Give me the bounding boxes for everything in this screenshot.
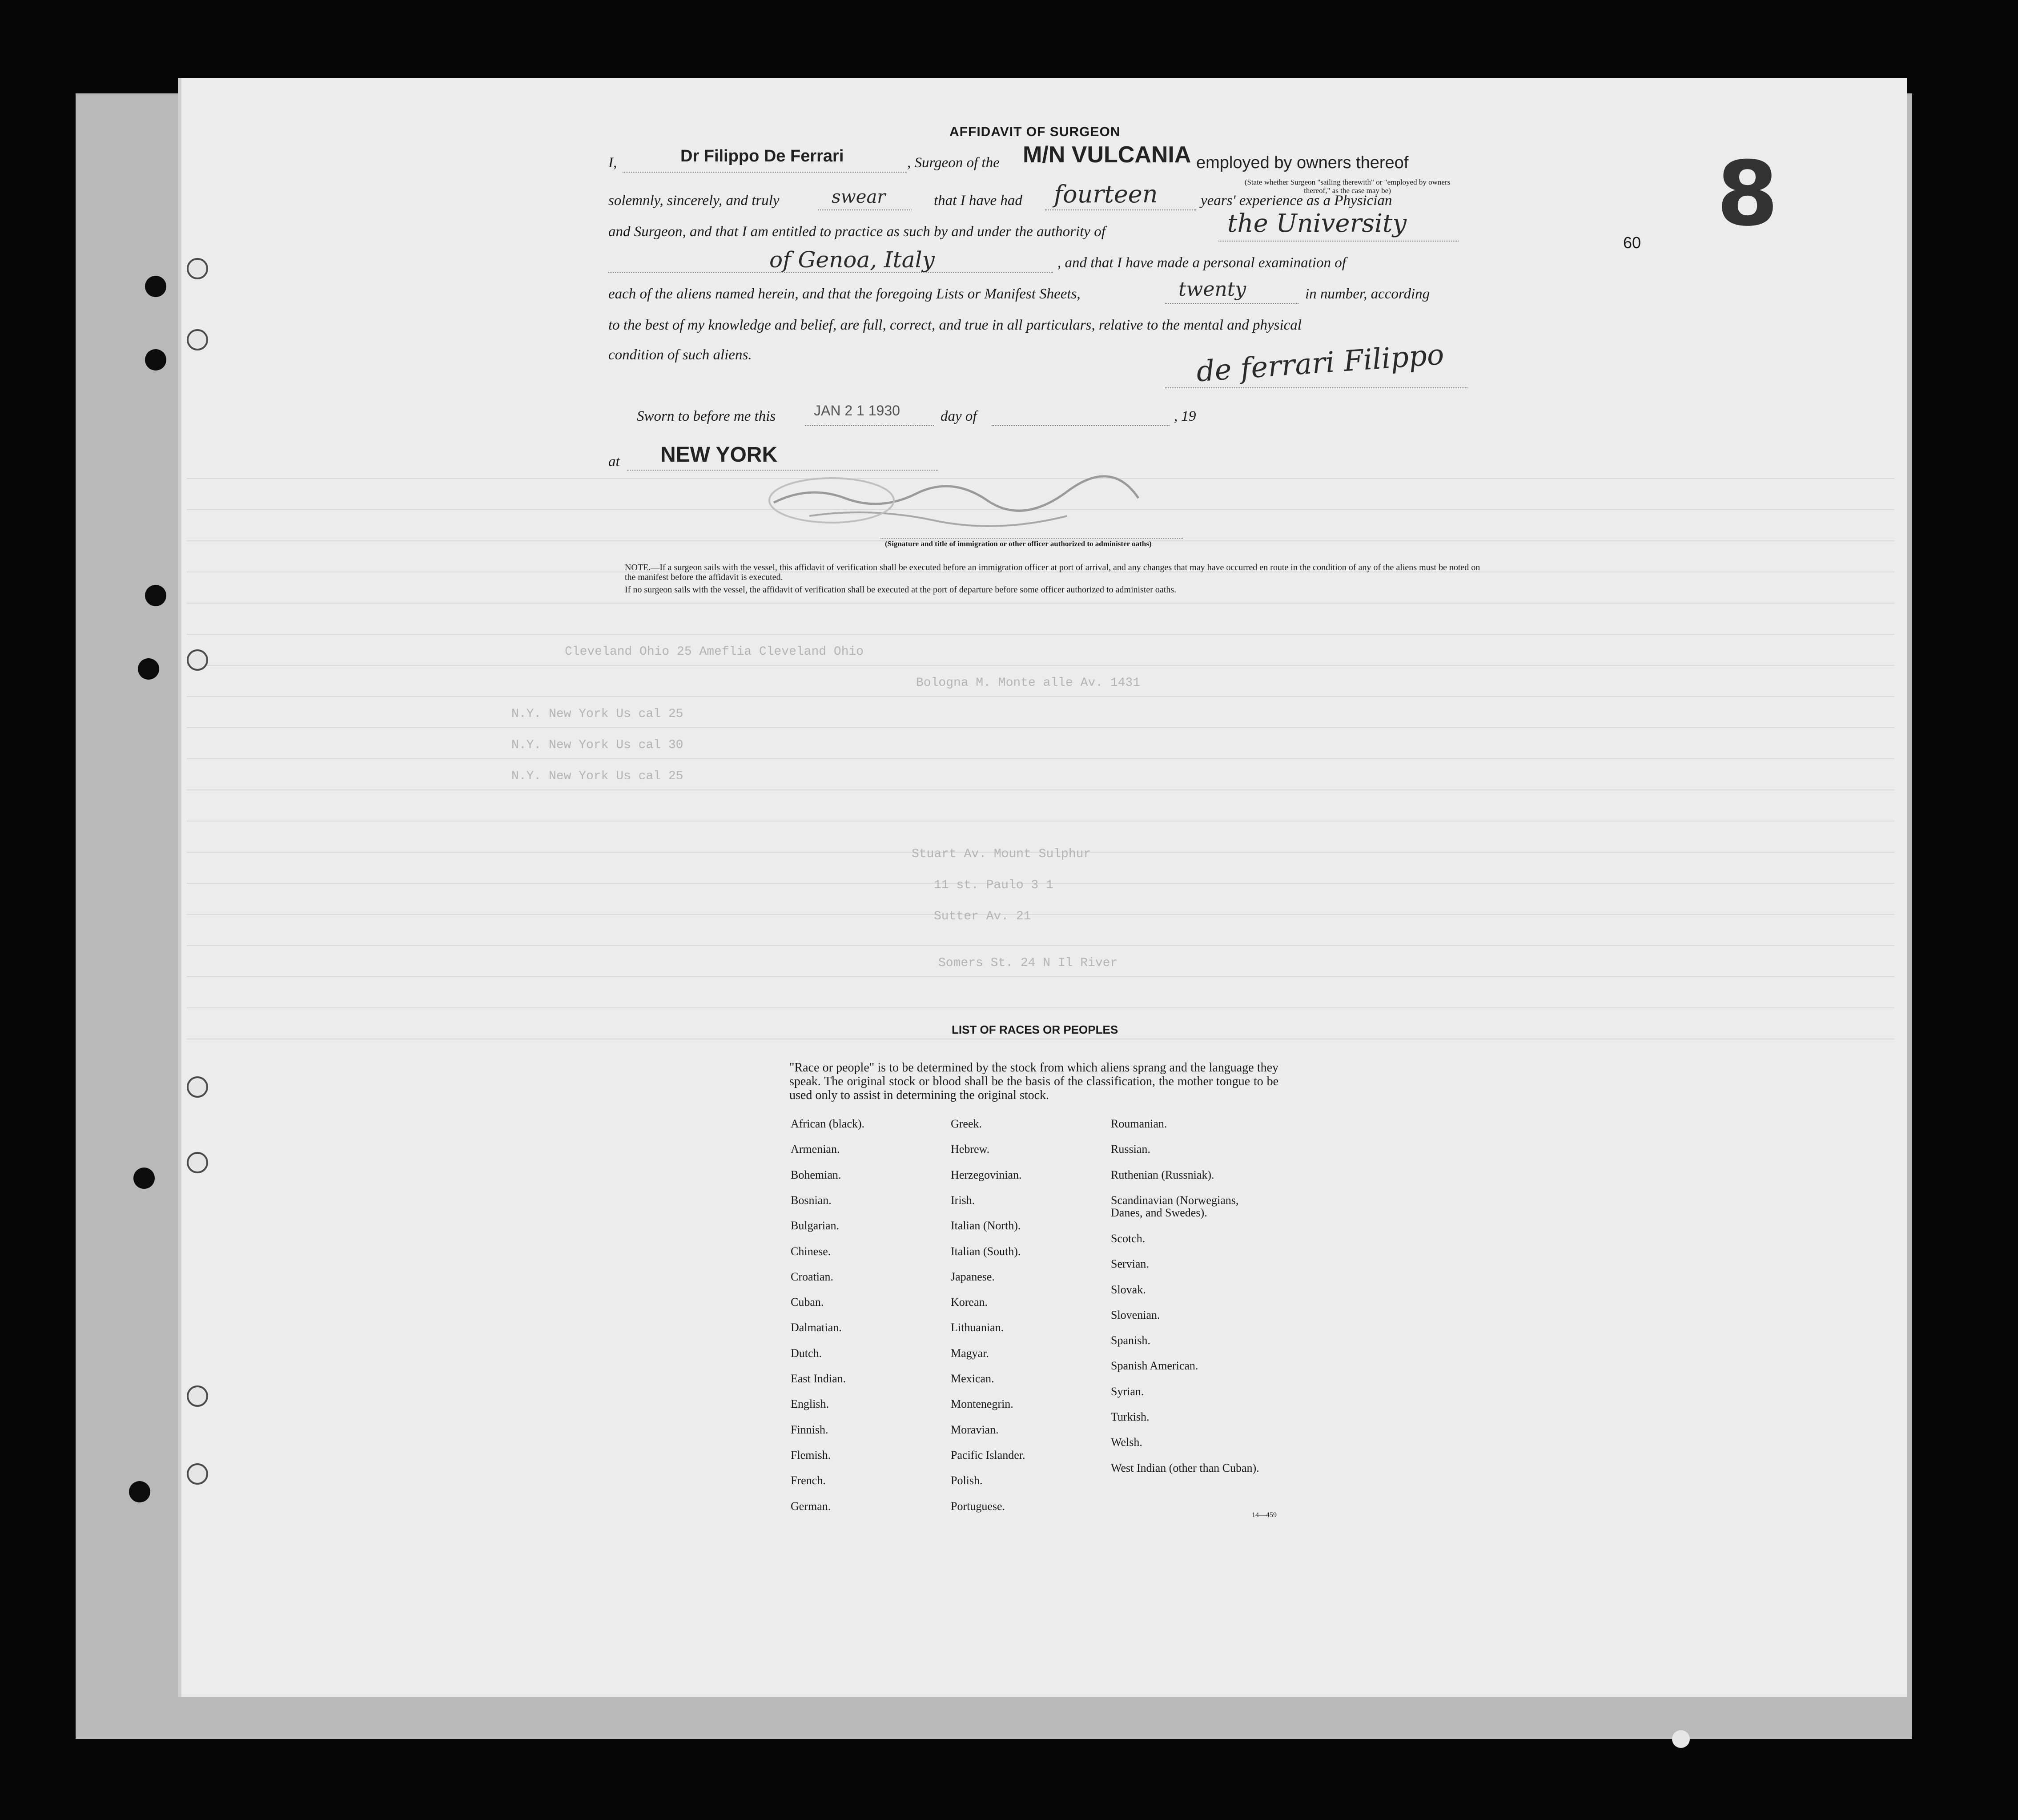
employed-stamp: employed by owners thereof — [1196, 153, 1409, 172]
note-1: NOTE.—If a surgeon sails with the vessel, this affidavit of verification shall be executed before an immigration officer at port of arrival, and any changes that may have occurred en route in the condition of any of the aliens must be noted on the manifest before the affidavit is executed. — [625, 563, 1480, 582]
race-item: Bohemian. — [791, 1168, 841, 1181]
race-item: Flemish. — [791, 1448, 831, 1462]
race-item: Slovak. — [1111, 1283, 1146, 1296]
bleed-row: Cleveland Ohio 25 Ameflia Cleveland Ohio — [565, 645, 864, 659]
line1-mid: , Surgeon of the — [907, 155, 1000, 171]
surgeon-signature: de ferrari Filippo — [1195, 338, 1445, 389]
sheets-handwriting: twenty — [1178, 278, 1246, 301]
race-item: Japanese. — [951, 1270, 995, 1283]
line5-prefix: each of the aliens named herein, and that the foregoing Lists or Manifest Sheets, — [608, 286, 1081, 302]
race-item: Herzegovinian. — [951, 1168, 1022, 1181]
sworn-prefix: Sworn to before me this — [637, 408, 776, 424]
race-item: Spanish. — [1111, 1334, 1150, 1347]
bleed-row: Stuart Av. Mount Sulphur — [912, 847, 1091, 861]
race-item: Syrian. — [1111, 1385, 1144, 1398]
stamp-mark-icon: 8 — [1717, 142, 1779, 246]
race-item: Croatian. — [791, 1270, 834, 1283]
race-item: Mexican. — [951, 1372, 994, 1385]
race-item: Ruthenian (Russniak). — [1111, 1168, 1214, 1181]
years-handwriting: fourteen — [1054, 180, 1158, 208]
race-item: Roumanian. — [1111, 1117, 1167, 1130]
form-number: 14—459 — [1252, 1511, 1277, 1519]
officer-signature-image — [756, 467, 1156, 534]
line1-prefix: I, — [608, 155, 617, 171]
race-item: Welsh. — [1111, 1436, 1142, 1449]
race-item: Pacific Islander. — [951, 1448, 1025, 1462]
race-item: Montenegrin. — [951, 1397, 1013, 1411]
sworn-year: , 19 — [1174, 408, 1196, 424]
vessel-stamp: M/N VULCANIA — [1023, 142, 1191, 168]
authority-handwriting-1: the University — [1227, 209, 1407, 238]
bleed-row: 11 st. Paulo 3 1 — [934, 878, 1053, 892]
line5-suffix: in number, according — [1305, 286, 1430, 302]
race-item: Portuguese. — [951, 1499, 1005, 1513]
underline — [1218, 240, 1459, 242]
race-item: Cuban. — [791, 1296, 824, 1309]
race-item: West Indian (other than Cuban). — [1111, 1461, 1259, 1474]
races-intro: "Race or people" is to be determined by the stock from which aliens sprang and the language they speak. The original stock or blood shall be the basis of the classification, the mother tongue to be used only to assist in determining the original stock. — [789, 1061, 1278, 1102]
line7: condition of such aliens. — [608, 347, 752, 363]
race-item: Dutch. — [791, 1346, 822, 1360]
line4-suffix: , and that I have made a personal examination of — [1057, 255, 1346, 271]
race-item: Korean. — [951, 1296, 988, 1309]
bleed-row: N.Y. New York Us cal 25 — [511, 769, 683, 783]
affidavit-title: AFFIDAVIT OF SURGEON — [949, 125, 1121, 139]
underline — [805, 425, 934, 426]
race-item: Finnish. — [791, 1423, 828, 1436]
line2-suffix: years' experience as a Physician — [1201, 193, 1392, 209]
authority-handwriting-2: of Genoa, Italy — [769, 247, 935, 273]
surgeon-name-stamp: Dr Filippo De Ferrari — [680, 147, 844, 165]
race-item: Chinese. — [791, 1244, 831, 1258]
race-item: French. — [791, 1474, 826, 1487]
date-stamp: JAN 2 1 1930 — [814, 403, 900, 419]
port-stamp: NEW YORK — [660, 443, 778, 467]
race-item: Dalmatian. — [791, 1321, 842, 1334]
race-item: African (black). — [791, 1117, 865, 1130]
underline — [818, 209, 912, 210]
race-item: Armenian. — [791, 1143, 840, 1156]
underline — [608, 271, 1053, 273]
race-item: Bulgarian. — [791, 1219, 840, 1232]
sworn-day: day of — [941, 408, 977, 424]
bleed-row: Bologna M. Monte alle Av. 1431 — [916, 676, 1141, 690]
note-2: If no surgeon sails with the vessel, the affidavit of verification shall be executed at the port of departure before some officer authorized to administer oaths. — [625, 585, 1177, 595]
bleed-row: Somers St. 24 N Il River — [938, 956, 1118, 970]
at-label: at — [608, 454, 620, 470]
bleed-row: Sutter Av. 21 — [934, 910, 1031, 923]
race-item: East Indian. — [791, 1372, 846, 1385]
race-item: Greek. — [951, 1117, 982, 1130]
race-item: Slovenian. — [1111, 1308, 1160, 1321]
race-item: Bosnian. — [791, 1193, 832, 1207]
state-note: (State whether Surgeon "sailing therewith" or "employed by owners thereof," as the case may be) — [1244, 178, 1451, 195]
page-number: 60 — [1623, 234, 1641, 252]
line2-mid: that I have had — [934, 193, 1022, 209]
line6: to the best of my knowledge and belief, are full, correct, and true in all particulars, relative to the mental and physical — [608, 317, 1302, 333]
race-item: Turkish. — [1111, 1410, 1150, 1423]
race-item: Russian. — [1111, 1143, 1150, 1156]
race-item: Spanish American. — [1111, 1359, 1198, 1373]
race-item: Moravian. — [951, 1423, 999, 1436]
race-item: Servian. — [1111, 1257, 1149, 1271]
race-item: Irish. — [951, 1193, 975, 1207]
race-item: German. — [791, 1499, 831, 1513]
line3: and Surgeon, and that I am entitled to practice as such by and under the authority of — [608, 224, 1105, 240]
race-item: Scotch. — [1111, 1232, 1146, 1245]
bleed-row: N.Y. New York Us cal 25 — [511, 707, 683, 721]
bleed-row: N.Y. New York Us cal 30 — [511, 738, 683, 752]
underline — [623, 171, 907, 173]
race-item: Lithuanian. — [951, 1321, 1004, 1334]
race-item: Magyar. — [951, 1346, 989, 1360]
underline — [992, 425, 1170, 426]
race-item: Scandinavian (Norwegians, Danes, and Swedes). — [1111, 1193, 1239, 1219]
underline — [1165, 302, 1298, 304]
races-title: LIST OF RACES OR PEOPLES — [952, 1023, 1118, 1036]
underline — [1045, 209, 1196, 210]
race-item: Italian (North). — [951, 1219, 1021, 1232]
race-item: English. — [791, 1397, 829, 1411]
swear-handwriting: swear — [832, 187, 886, 207]
race-item: Polish. — [951, 1474, 983, 1487]
race-item: Hebrew. — [951, 1143, 990, 1156]
underline — [1165, 387, 1467, 388]
officer-caption: (Signature and title of immigration or other officer authorized to administer oaths) — [885, 540, 1152, 548]
line2-prefix: solemnly, sincerely, and truly — [608, 193, 780, 209]
underline — [880, 537, 1183, 539]
race-item: Italian (South). — [951, 1244, 1021, 1258]
